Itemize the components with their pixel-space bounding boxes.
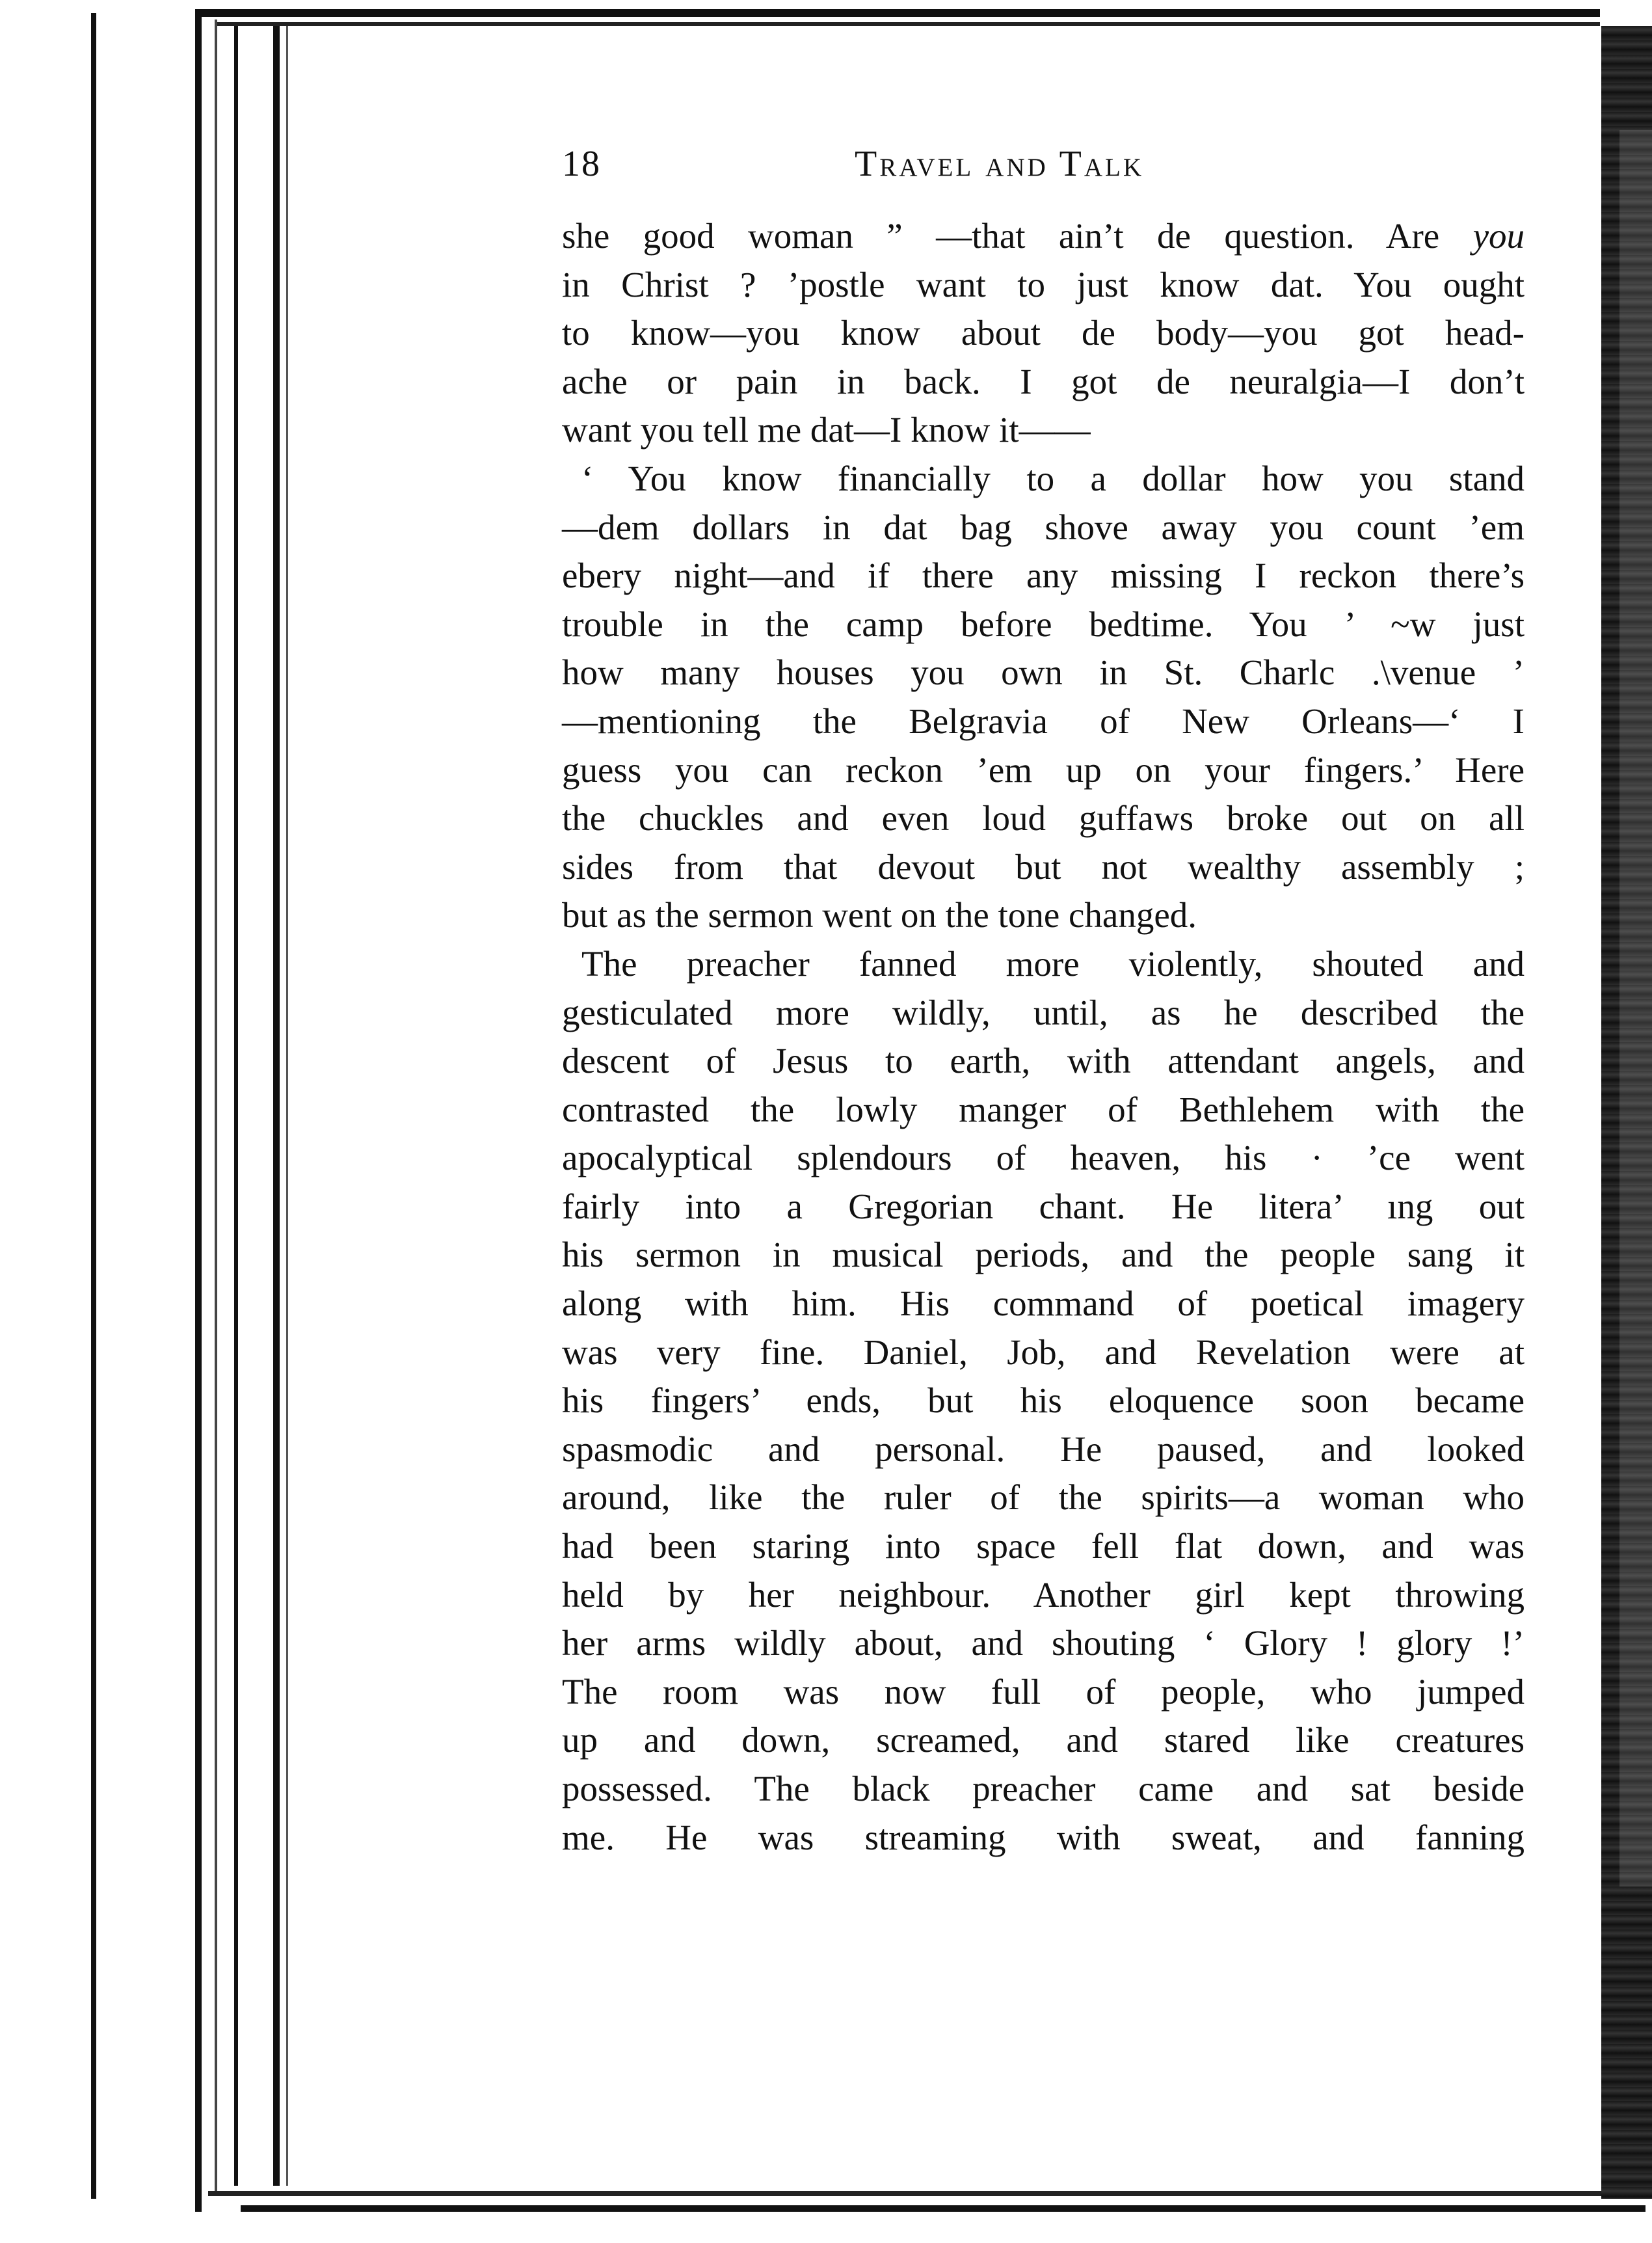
text-line: the chuckles and even loud guffaws broke out on all xyxy=(562,798,1525,839)
text-line: gesticulated more wildly, until, as he described the xyxy=(562,992,1525,1032)
text-line: ebery night—and if there any missing I reckon there’s xyxy=(562,556,1525,596)
left-binding-edge-1 xyxy=(91,13,96,2199)
text-line: her arms wildly about, and shouting ‘ Glory ! glory !’ xyxy=(562,1623,1525,1663)
left-binding-edge-5 xyxy=(273,26,280,2186)
text-line: want you tell me dat—I know it—— xyxy=(562,410,1091,450)
text-line: along with him. His command of poetical imagery xyxy=(562,1283,1525,1324)
text-line: had been staring into space fell flat down, and was xyxy=(562,1526,1525,1566)
text-line: spasmodic and personal. He paused, and looked xyxy=(562,1429,1525,1469)
text-line: —mentioning the Belgravia of New Orleans—‘ I xyxy=(562,701,1525,741)
text-line: trouble in the camp before bedtime. You ’ ~w just xyxy=(562,604,1525,644)
text-line: but as the sermon went on the tone changed. xyxy=(562,895,1197,935)
text-line: was very fine. Daniel, Job, and Revelation were at xyxy=(562,1332,1525,1372)
text-line: —dem dollars in dat bag shove away you count ’em xyxy=(562,507,1525,547)
running-head xyxy=(562,143,1238,189)
text-line: apocalyptical splendours of heaven, his · ’ce went xyxy=(562,1138,1525,1178)
text-line: fairly into a Gregorian chant. He litera’ ıng out xyxy=(562,1186,1525,1226)
text-line: around, like the ruler of the spirits—a woman who xyxy=(562,1477,1525,1518)
left-binding-edge-2 xyxy=(195,13,202,2212)
text-line: me. He was streaming with sweat, and fanning xyxy=(562,1817,1525,1857)
text-line: his fingers’ ends, but his eloquence soon became xyxy=(562,1380,1525,1421)
bottom-page-edge xyxy=(208,2191,1639,2196)
text-line: up and down, screamed, and stared like creatures xyxy=(562,1720,1525,1760)
top-page-edge xyxy=(195,9,1600,17)
left-binding-edge-6 xyxy=(286,26,288,2186)
running-title: Travel and Talk xyxy=(855,144,1145,184)
text-line: descent of Jesus to earth, with attendant angels, and xyxy=(562,1041,1525,1081)
page-number: 18 xyxy=(562,144,601,184)
left-binding-edge-4 xyxy=(234,26,238,2186)
text-line: The room was now full of people, who jumped xyxy=(562,1671,1525,1712)
top-page-edge-inner xyxy=(215,22,1600,26)
text-line: ‘ You know financially to a dollar how you stand xyxy=(581,458,1525,498)
text-line: ache or pain in back. I got de neuralgia—I don’t xyxy=(562,361,1525,401)
text-line: held by her neighbour. Another girl kept throwing xyxy=(562,1574,1525,1615)
bottom-page-edge-outer xyxy=(241,2205,1645,2212)
text-line: contrasted the lowly manger of Bethlehem with the xyxy=(562,1089,1525,1129)
text-line: to know—you know about de body—you got head- xyxy=(562,313,1525,353)
text-line: The preacher fanned more violently, shouted and xyxy=(581,943,1525,984)
text-line: she good woman ” —that ain’t de question. Are you xyxy=(562,216,1525,256)
text-line: possessed. The black preacher came and sat beside xyxy=(562,1769,1525,1808)
text-line: in Christ ? ’postle want to just know dat. You ought xyxy=(562,264,1525,304)
text-line: sides from that devout but not wealthy assembly ; xyxy=(562,846,1525,887)
left-binding-edge-3 xyxy=(215,20,217,2192)
text-line: guess you can reckon ’em up on your fingers.’ Here xyxy=(562,749,1525,790)
body-text xyxy=(562,212,1525,1862)
facing-page-highlight xyxy=(1619,130,1652,1887)
text-line: how many houses you own in St. Charlc .\venue ’ xyxy=(562,652,1525,693)
text-line: his sermon in musical periods, and the people sang it xyxy=(562,1235,1525,1275)
